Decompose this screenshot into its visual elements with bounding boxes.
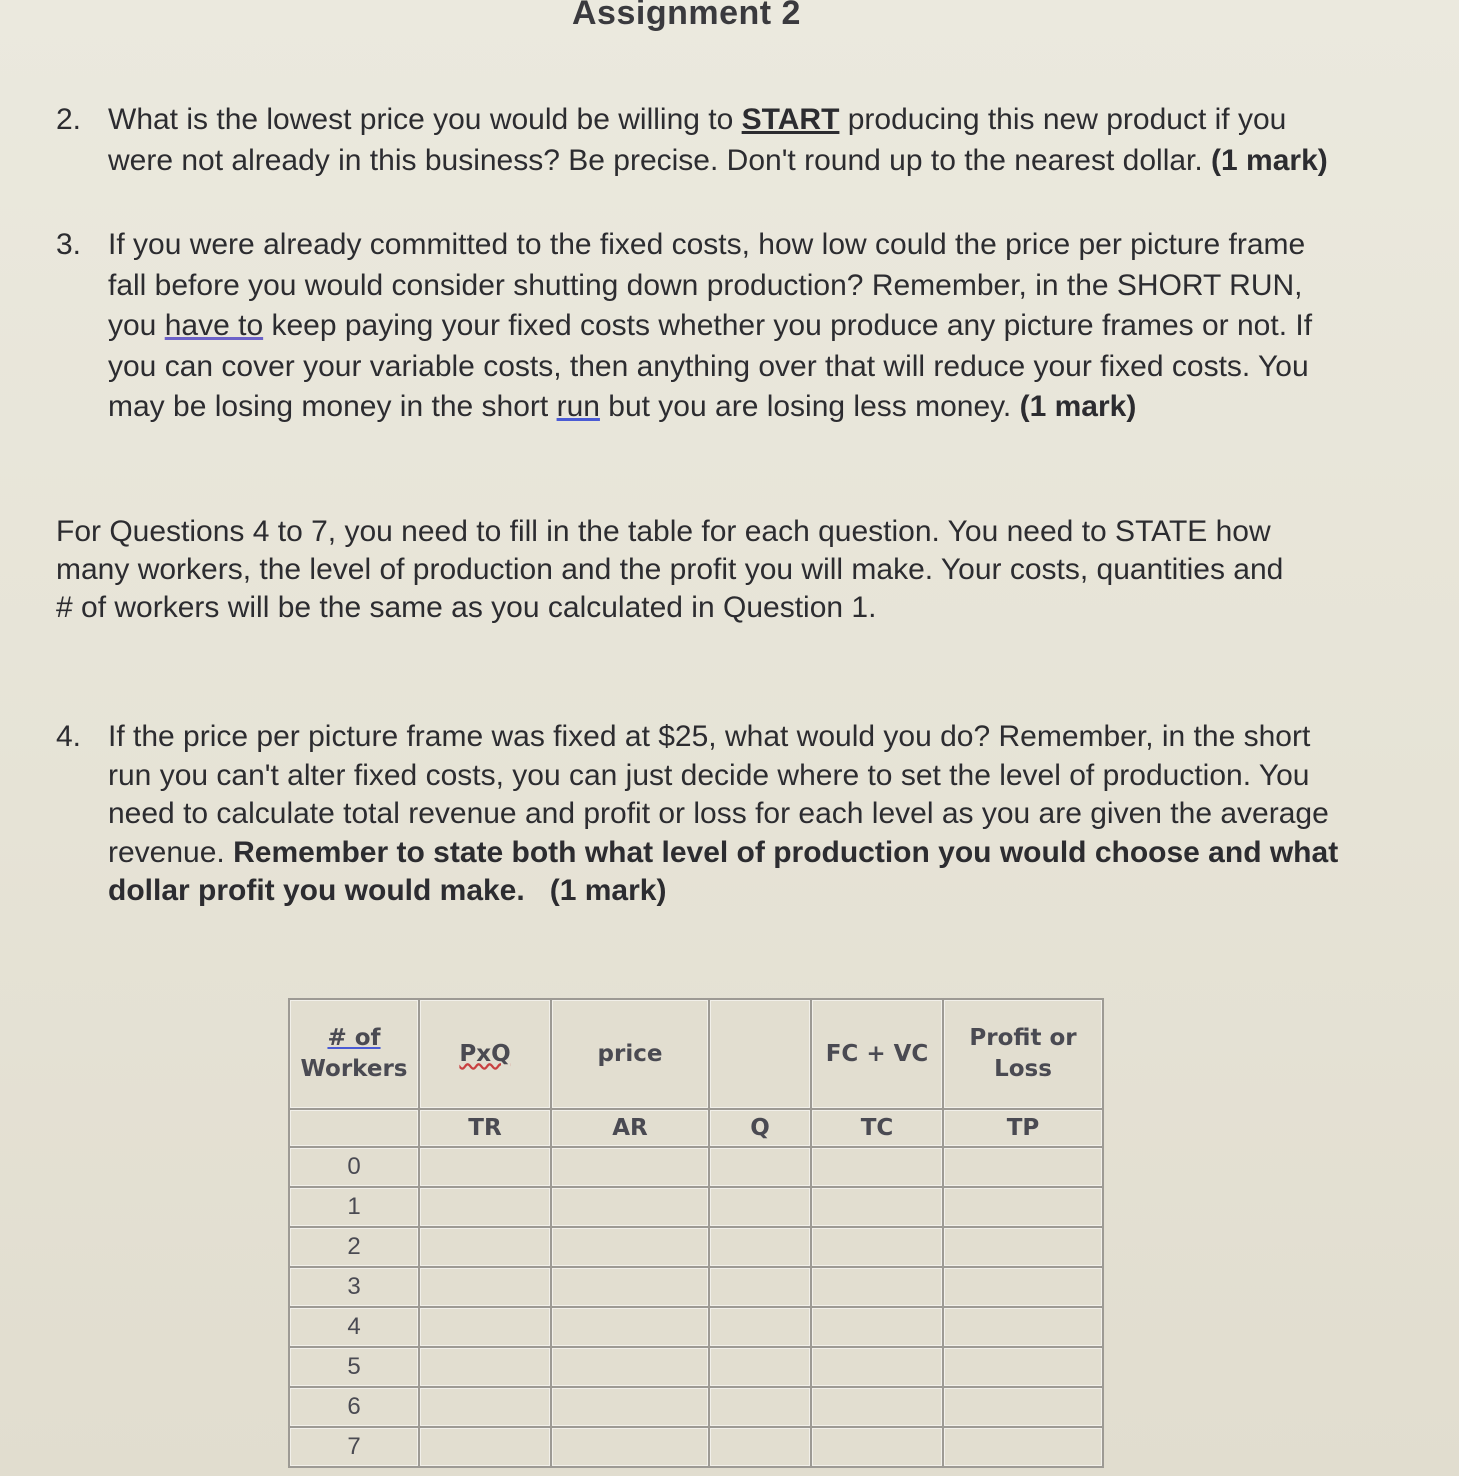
table-row [289,1347,1103,1387]
cell-tr[interactable] [419,1347,551,1387]
text-run: If the price per picture frame was fixed at $25, what would you do? Remember, in the short run you can't alter fixed costs, you can just decide where to set the level of production. You need to calculate total revenue and profit or loss for each level as you are given the average revenue. [108,720,1329,869]
table-row [289,1187,1103,1227]
question-number: 2. [56,103,82,136]
question-2 [56,100,1346,181]
cell-tp[interactable] [943,1227,1103,1267]
cell-tp[interactable] [943,1187,1103,1227]
grammar-flagged-phrase: have to [164,309,264,342]
text-run: producing this new product if you were not already in this business? Be precise. Don't round up to the nearest dollar. [108,103,1287,177]
subheader-blank [289,1109,419,1147]
header-price: price [551,999,709,1109]
cell-q[interactable] [709,1307,811,1347]
cell-ar[interactable] [551,1147,709,1187]
cell-tc[interactable] [811,1267,943,1307]
question-text [108,718,1356,911]
cell-tr[interactable] [419,1227,551,1267]
mark-label: (1 mark) [549,874,667,907]
header-text: Loss [994,1056,1052,1082]
header-text: PxQ [459,1040,511,1067]
cell-tr[interactable] [419,1267,551,1307]
table-row [289,1267,1103,1307]
header-blank [709,999,811,1109]
table-row [289,1227,1103,1267]
cell-ar[interactable] [551,1227,709,1267]
cell-tc[interactable] [811,1307,943,1347]
header-profit [943,999,1103,1109]
cell-tr[interactable] [419,1307,551,1347]
cell-tr[interactable] [419,1427,551,1467]
cell-ar[interactable] [551,1187,709,1227]
cell-ar[interactable] [551,1307,709,1347]
header-text: Profit or [969,1025,1077,1051]
cell-workers: 3 [289,1267,419,1307]
text-run: keep paying your fixed costs whether you produce any picture frames or not. If you can cover your variable costs, then anything over that will reduce your fixed costs. You may be losing money in the short [108,309,1313,423]
subheader-tc: TC [811,1109,943,1147]
subheader-tp: TP [943,1109,1103,1147]
cell-ar[interactable] [551,1267,709,1307]
cell-tp[interactable] [943,1427,1103,1467]
subheader-q: Q [709,1109,811,1147]
cell-tc[interactable] [811,1147,943,1187]
table-subheader-row [289,1109,1103,1147]
table-row [289,1387,1103,1427]
cell-q[interactable] [709,1427,811,1467]
cell-q[interactable] [709,1147,811,1187]
cell-tp[interactable] [943,1307,1103,1347]
question-number: 3. [56,228,82,261]
question-3 [56,225,1326,428]
cell-workers: 1 [289,1187,419,1227]
cell-tp[interactable] [943,1347,1103,1387]
emphasis-start: START [741,103,840,136]
cell-workers: 2 [289,1227,419,1267]
cell-workers: 6 [289,1387,419,1427]
cell-ar[interactable] [551,1347,709,1387]
question-text [108,100,1346,181]
cell-tr[interactable] [419,1147,551,1187]
cell-workers: 0 [289,1147,419,1187]
cell-tc[interactable] [811,1187,943,1227]
cell-q[interactable] [709,1387,811,1427]
header-workers [289,999,419,1109]
grammar-flagged-word: run [556,390,600,423]
mark-label: (1 mark) [1019,390,1137,423]
cell-tr[interactable] [419,1187,551,1227]
cell-q[interactable] [709,1187,811,1227]
question-4 [56,718,1356,911]
question-number: 4. [56,720,82,753]
header-fcvc: FC + VC [811,999,943,1109]
cell-tc[interactable] [811,1347,943,1387]
instructions-paragraph: For Questions 4 to 7, you need to fill in the table for each question. You need to STATE how many workers, the level of production and the profit you will make. Your costs, quantities and # of workers will be the same as you calculated in Question 1. [56,515,1284,624]
cell-tp[interactable] [943,1267,1103,1307]
header-text: Workers [300,1056,408,1082]
question-text [108,225,1326,428]
subheader-ar: AR [551,1109,709,1147]
cell-ar[interactable] [551,1427,709,1467]
cell-tp[interactable] [943,1387,1103,1427]
header-pxq [419,999,551,1109]
cell-q[interactable] [709,1227,811,1267]
answer-table [288,998,1104,1468]
cell-q[interactable] [709,1267,811,1307]
bold-instruction: Remember to state both what level of production you would choose and what dollar profit you would make. [108,835,1339,907]
cell-tc[interactable] [811,1227,943,1267]
table-header-row [289,999,1103,1109]
text-run: If you were already committed to the fixed costs, how low could the price per picture frame fall before you would consider shutting down production? Remember, in the SHORT RUN, you [108,228,1306,342]
cell-tp[interactable] [943,1147,1103,1187]
text-run: What is the lowest price you would be willing to [108,103,742,136]
cell-q[interactable] [709,1347,811,1387]
cell-workers: 4 [289,1307,419,1347]
cell-workers: 7 [289,1427,419,1467]
cell-ar[interactable] [551,1387,709,1427]
cell-workers: 5 [289,1347,419,1387]
subheader-tr: TR [419,1109,551,1147]
table-row [289,1427,1103,1467]
page-title: Assignment 2 [572,0,801,32]
table-row [289,1307,1103,1347]
cell-tc[interactable] [811,1387,943,1427]
header-text: # of [327,1025,381,1051]
mark-label: (1 mark) [1211,143,1328,177]
table-row [289,1147,1103,1187]
cell-tc[interactable] [811,1427,943,1467]
cell-tr[interactable] [419,1387,551,1427]
text-run: but you are losing less money. [599,390,1020,423]
